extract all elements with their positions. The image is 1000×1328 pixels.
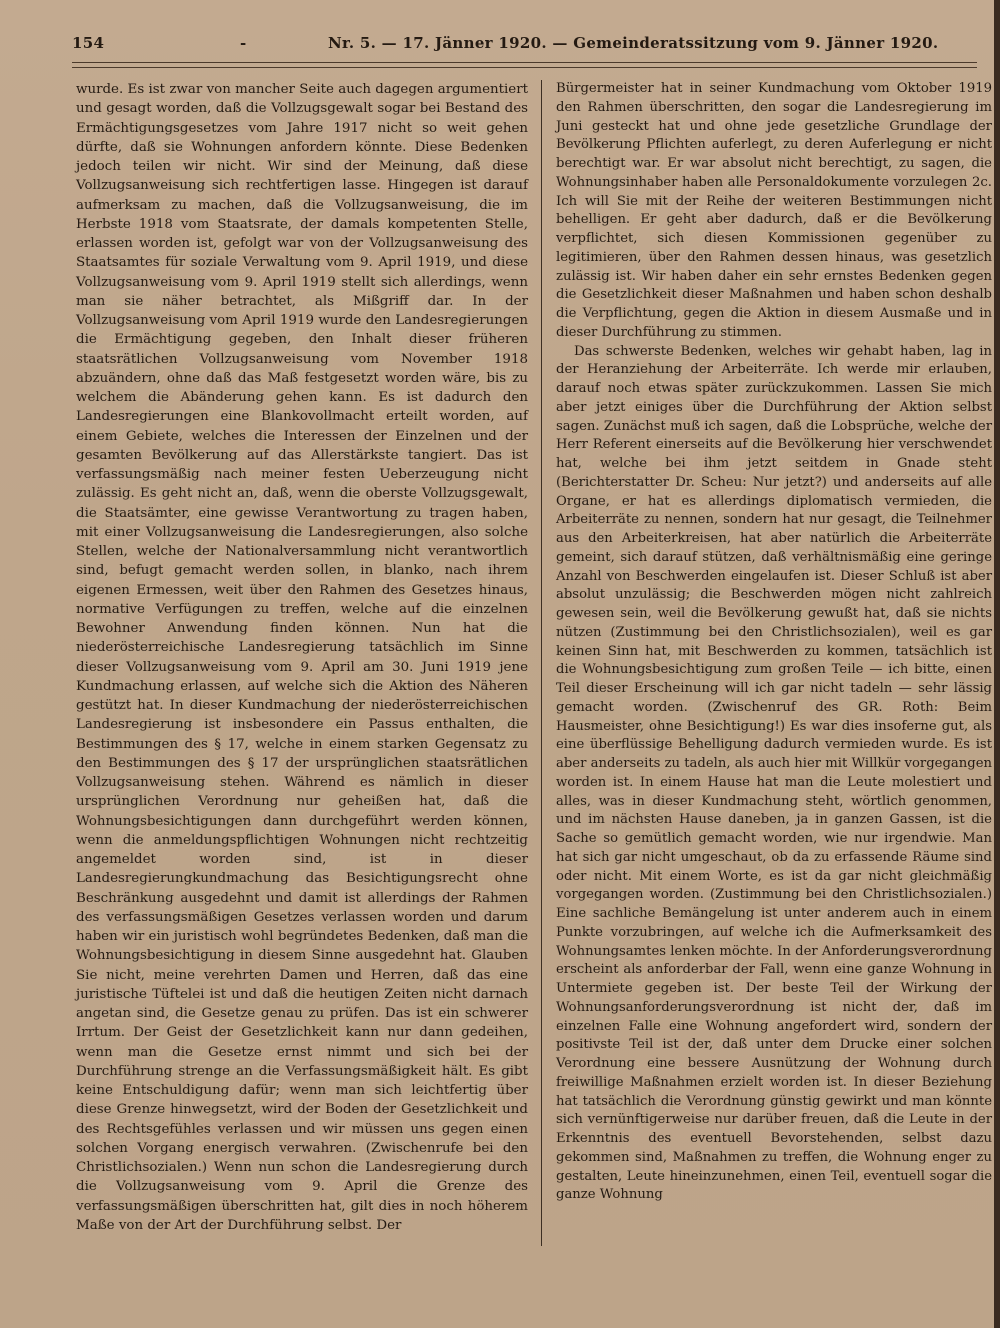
page-number: 154: [72, 34, 105, 52]
right-paragraph-1: Bürgermeister hat in seiner Kundmachung vom Oktober 1919 den Rahmen überschritten, den sogar die Landesregierung im Juni gesteckt hat und ohne jede gesetzliche Grundlage der Bevölkerung Pflichten auferlegt, zu deren Auferlegung er nicht berechtigt war. Er war absolut nicht berechtigt, zu sagen, die Wohnungsinhaber haben alle Personaldokumente vorzulegen 2c. Ich will Sie mit der Reihe der weiteren Bestimmungen nicht behelligen. Er geht aber dadurch, daß er die Bevölkerung verpflichtet, sich diesen Kommissionen gegenüber zu legitimieren, über den Rahmen dessen hinaus, was gesetzlich zulässig ist. Wir haben daher ein sehr ernstes Bedenken gegen die Gesetzlichkeit dieser Maßnahmen und haben schon deshalb die Verpflichtung, gegen die Aktion in diesem Ausmaße und in dieser Durchführung zu stimmen.: [556, 81, 992, 340]
left-paragraph-1: wurde. Es ist zwar von mancher Seite auch dagegen argumentiert und gesagt worden, daß die Vollzugsgewalt sogar bei Bestand des Ermächtigungsgesetzes vom Jahre 1917 nicht so weit gehen dürfte, daß sie Wohnungen anfordern könnte. Diese Bedenken jedoch teilen wir nicht. Wir sind der Meinung, daß diese Vollzugsanweisung sich rechtfertigen lasse. Hingegen ist darauf aufmerksam zu machen, daß die Vollzugsanweisung, die im Herbste 1918 vom Staatsrate, der damals kompetenten Stelle, erlassen worden ist, gefolgt war von der Vollzugsanweisung des Staatsamtes für soziale Verwaltung vom 9. April 1919, und diese Vollzugsanweisung vom 9. April 1919 stellt sich allerdings, wenn man sie näher betrachtet, als Mißgriff dar. In der Vollzugsanweisung vom April 1919 wurde den Landesregierungen die Ermächtigung gegeben, den Inhalt dieser früheren staatsrätlichen Vollzugsanweisung vom November 1918 abzuändern, ohne daß das Maß festgesetzt worden wäre, bis zu welchem die Abänderung gehen kann. Es ist dadurch den Landesregierungen eine Blankovollmacht erteilt worden, auf einem Gebiete, welches die Interessen der Einzelnen und der gesamten Bevölkerung auf das Allerstärkste tangiert. Das ist verfassungsmäßig nach meiner festen Ueberzeugung nicht zulässig. Es geht nicht an, daß, wenn die oberste Vollzugsgewalt, die Staatsämter, eine gewisse Verantwortung zu tragen haben, mit einer Vollzugsanweisung die Landesregierungen, also solche Stellen, welche der Nationalversammlung nicht verantwortlich sind, befugt gemacht werden sollen, in blanko, nach ihrem eigenen Ermessen, weit über den Rahmen des Gesetzes hinaus, normative Verfügungen zu treffen, welche auf die einzelnen Bewohner Anwendung finden können. Nun hat die niederösterreichische Landesregierung tatsächlich im Sinne dieser Vollzugsanweisung vom 9. April am 30. Juni 1919 jene Kundmachung erlassen, auf welche sich die Aktion des Näheren gestützt hat. In dieser Kundmachung der niederösterreichischen Landesregierung ist insbesondere ein Passus enthalten, die Bestimmungen des § 17, welche in einem starken Gegensatz zu den Bestimmungen des § 17 der ursprünglichen staatsrätlichen Vollzugsanweisung stehen. Während es nämlich in dieser ursprünglichen Verordnung nur geheißen hat, daß die Wohnungsbesichtigungen dann durchgeführt werden können, wenn die anmeldungspflichtigen Wohnungen nicht rechtzeitig angemeldet worden sind, ist in dieser Landesregierungkundmachung das Besichtigungsrecht ohne Beschränkung ausgedehnt und damit ist allerdings der Rahmen des verfassungsmäßigen Gesetzes verlassen worden und darum haben wir ein juristisch wohl begründetes Bedenken, daß man die Wohnungsbesichtigung in diesem Sinne ausgedehnt hat. Glauben Sie nicht, meine verehrten Damen und Herren, daß das eine juristische Tüftelei ist und daß die heutigen Zeiten nicht darnach angetan sind, die Gesetze genau zu prüfen. Das ist ein schwerer Irrtum. Der Geist der Gesetzlichkeit kann nur dann gedeihen, wenn man die Gesetze ernst nimmt und sich bei der Durchführung strenge an die Verfassungsmäßigkeit hält. Es gibt keine Entschuldigung dafür; wenn man sich leichtfertig über diese Grenze hinwegsetzt, wird der Boden der Gesetzlichkeit und des Rechtsgefühles verlassen und wir müssen uns gegen einen solchen Vorgang energisch verwahren. (Zwischenrufe bei den Christlichsozialen.) Wenn nun schon die Landesregierung durch die Vollzugsanweisung vom 9. April die Grenze des verfassungsmäßigen überschritten hat, gilt dies in noch höherem Maße von der Art der Durchführung selbst. Der: [76, 82, 528, 1233]
header-dash: -: [240, 34, 247, 52]
right-column: [556, 80, 992, 1250]
right-paragraph-2: Das schwerste Bedenken, welches wir gehabt haben, lag in der Heranziehung der Arbeiterräte. Ich werde mir erlauben, darauf noch etwas später zurückzukommen. Lassen Sie mich aber jetzt einiges über die Durchführung der Aktion selbst sagen. Zunächst muß ich sagen, daß die Lobsprüche, welche der Herr Referent einerseits auf die Bevölkerung hier verschwendet hat, welche bei ihm jetzt seitdem in Gnade steht (Berichterstatter Dr. Scheu: Nur jetzt?) und anderseits auf alle Organe, er hat es allerdings diplomatisch vermieden, die Arbeiterräte zu nennen, sondern hat nur gesagt, die Teilnehmer aus den Arbeiterkreisen, hat aber natürlich die Arbeiterräte gemeint, sich darauf stützen, daß verhältnismäßig eine geringe Anzahl von Beschwerden eingelaufen ist. Dieser Schluß ist aber absolut unzulässig; die Beschwerden mögen nicht zahlreich gewesen sein, weil die Bevölkerung gewußt hat, daß sie nichts nützen (Zustimmung bei den Christlichsozialen), weil es gar keinen Sinn hat, mit Beschwerden zu kommen, tatsächlich ist die Wohnungsbesichtigung zum großen Teile — ich bitte, einen Teil dieser Erscheinung will ich gar nicht tadeln — sehr lässig gemacht worden. (Zwischenruf des GR. Roth: Beim Hausmeister, ohne Besichtigung!) Es war dies insoferne gut, als eine überflüssige Behelligung dadurch vermieden wurde. Es ist aber anderseits zu tadeln, als auch hier mit Willkür vorgegangen worden ist. In einem Hause hat man die Leute molestiert und alles, was in dieser Kundmachung steht, wörtlich genommen, und im nächsten Hause daneben, ja in ganzen Gassen, ist die Sache so gemütlich gemacht worden, wie nur irgendwie. Man hat sich gar nicht umgeschaut, ob da zu erfassende Räume sind oder nicht. Mit einem Worte, es ist da gar nicht gleichmäßig vorgegangen worden. (Zustimmung bei den Christlichsozialen.) Eine sachliche Bemängelung ist unter anderem auch in einem Punkte vorzubringen, auf welche ich die Aufmerksamkeit des Wohnungsamtes lenken möchte. In der Anforderungsverordnung erscheint als anforderbar der Fall, wenn eine ganze Wohnung in Untermiete gegeben ist. Der beste Teil der Wirkung der Wohnungsanforderungsverordnung ist nicht der, daß im einzelnen Falle eine Wohnung angefordert wird, sondern der positivste Teil ist der, daß unter dem Drucke einer solchen Verordnung eine bessere Ausnützung der Wohnung durch freiwillige Maßnahmen erzielt worden ist. In dieser Beziehung hat tatsächlich die Verordnung günstig gewirkt und man könnte sich vernünftigerweise nur darüber freuen, daß die Leute in der Erkenntnis des eventuell Bevorstehenden, selbst dazu gekommen sind, Maßnahmen zu treffen, die Wohnung enger zu gestalten, Leute hineinzunehmen, einen Teil, eventuell sogar die ganze Wohnung: [556, 343, 992, 1203]
column-divider: [541, 80, 542, 1246]
running-head: Nr. 5. — 17. Jänner 1920. — Gemeinderatssitzung vom 9. Jänner 1920.: [328, 34, 939, 52]
page-header: [72, 34, 939, 58]
header-rule: [72, 62, 977, 68]
page-edge: [994, 0, 1000, 1328]
left-column: [76, 80, 528, 1250]
